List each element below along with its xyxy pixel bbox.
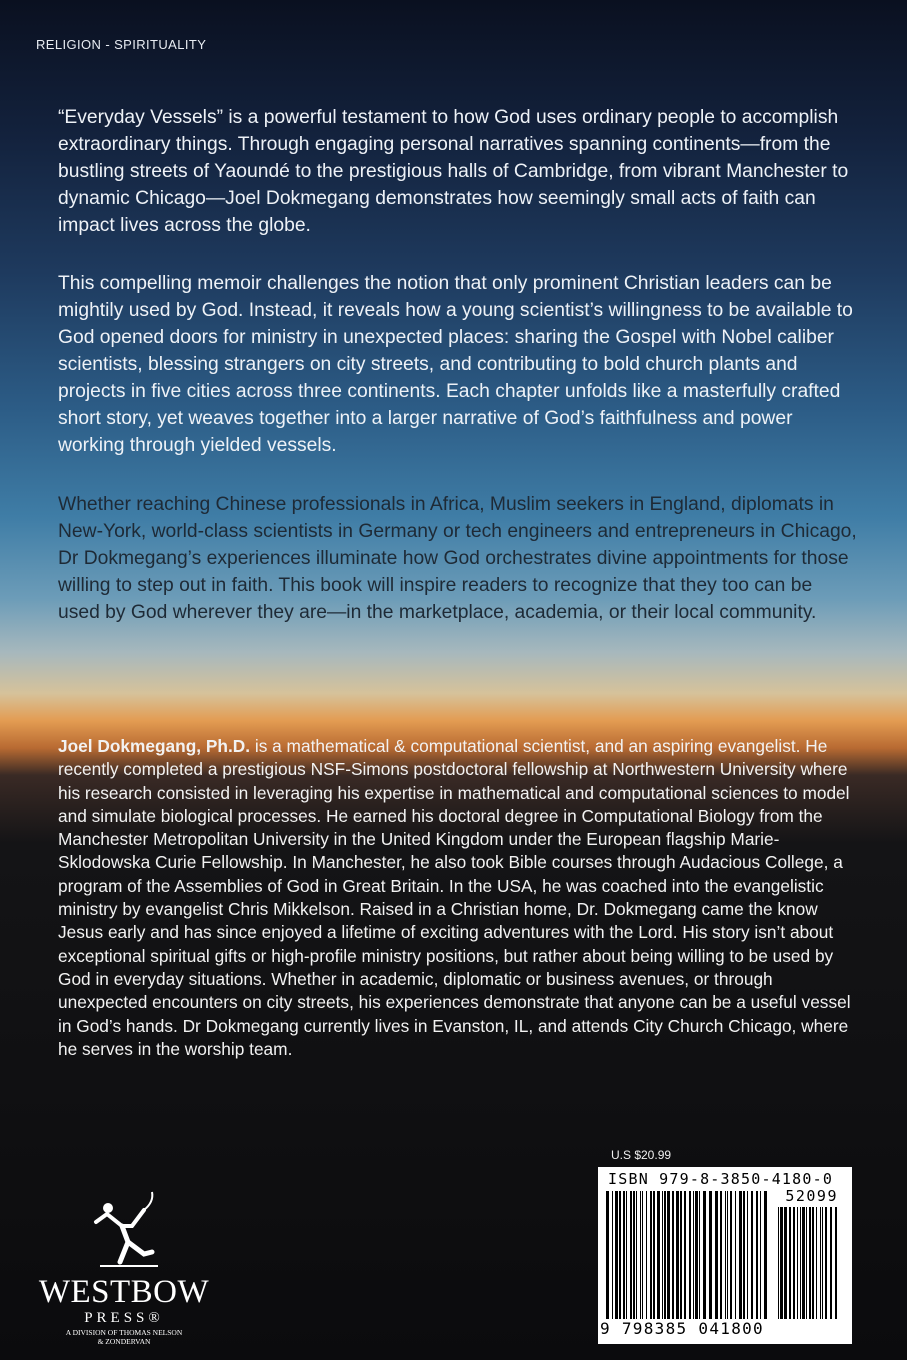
ean-digits: 9 798385 041800 (600, 1319, 764, 1338)
barcode-bar (739, 1191, 742, 1319)
barcode-bar (789, 1207, 791, 1319)
publisher-name: WESTBOW (38, 1274, 210, 1310)
barcode-bar (830, 1207, 832, 1319)
barcode-bar (820, 1207, 821, 1319)
barcode-bar (743, 1191, 745, 1319)
barcode-bar (809, 1207, 811, 1319)
category-label: RELIGION - SPIRITUALITY (36, 37, 207, 52)
barcode-bar (703, 1191, 706, 1319)
barcode-bar (684, 1191, 686, 1319)
barcode-bar (784, 1207, 787, 1319)
barcode-bar (797, 1207, 798, 1319)
barcode-bar (612, 1191, 613, 1319)
isbn-barcode (598, 1167, 852, 1344)
barcode-bar (630, 1191, 632, 1319)
barcode-bar (693, 1191, 694, 1319)
author-name: Joel Dokmegang, Ph.D. (58, 736, 251, 756)
description-paragraph-2: This compelling memoir challenges the notion that only prominent Christian leaders can be mightily used by God. Instead, it reveals how a young scientist’s willingness to be available to God opened doors for ministry in unexpected places: sharing the Gospel with Nobel caliber scientists, blessing strangers on city streets, and contributing to bold church plants and projects in five cities across three continents. Each chapter unfolds like a masterfully crafted short story, yet weaves together into a larger narrative of God’s faithfulness and power working through yielded vessels. (58, 273, 853, 456)
barcode-bar (764, 1191, 767, 1319)
barcode-bar (640, 1191, 641, 1319)
isbn-text: ISBN 979-8-3850-4180-0 (608, 1170, 834, 1188)
barcode-bar (725, 1191, 726, 1319)
publisher-logo (34, 1188, 214, 1348)
barcode-bar (653, 1191, 655, 1319)
barcode-bar (606, 1191, 609, 1319)
barcode-bar (835, 1207, 837, 1319)
barcode-bar (825, 1207, 827, 1319)
barcode-bar (778, 1207, 779, 1319)
description-paragraph-1: “Everyday Vessels” is a powerful testament to how God uses ordinary people to accomplish extraordinary things. Through engaging personal narratives spanning continents—from the bustling streets of Yaoundé to the prestigious halls of Cambridge, from vibrant Manchester to dynamic Chicago—Joel Dokmegang demonstrates how seemingly small acts of faith can impact lives across the globe. (58, 107, 849, 236)
barcode-bar (751, 1191, 753, 1319)
barcode-bar (812, 1207, 814, 1319)
barcode-bar (800, 1207, 801, 1319)
barcode-bars-main (606, 1191, 771, 1319)
barcode-bars-addon (778, 1207, 842, 1319)
barcode-bar (747, 1191, 748, 1319)
barcode-bar (709, 1191, 712, 1319)
barcode-bar (816, 1207, 817, 1319)
price-addon-code: 52099 (785, 1187, 838, 1205)
barcode-bar (730, 1191, 732, 1319)
barcode-bar (646, 1191, 647, 1319)
publisher-division: A DIVISION OF THOMAS NELSON & ZONDERVAN (65, 1328, 183, 1346)
barcode-bar (619, 1191, 621, 1319)
barcode-bar (657, 1191, 660, 1319)
barcode-bar (699, 1191, 700, 1319)
publisher-press: PRESS® (84, 1310, 164, 1326)
barcode-bar (662, 1191, 663, 1319)
barcode-bar (615, 1191, 618, 1319)
barcode-bar (623, 1191, 625, 1319)
price-label: U.S $20.99 (611, 1148, 672, 1162)
description-paragraph-3: Whether reaching Chinese professionals in Africa, Muslim seekers in England, diplomats in New-York, world-class scientists in Germany or tech engineers and entrepreneurs in Chicago, Dr Dokmegang’s experiences illuminate how God orchestrates divine appointments for those willing to step out in faith. This book will inspire readers to recognize that they too can be used by God wherever they are—in the marketplace, academia, or their local community. (58, 494, 857, 623)
barcode-bar (680, 1191, 682, 1319)
barcode-bar (689, 1191, 691, 1319)
barcode-bar (720, 1191, 722, 1319)
author-bio (58, 735, 858, 1061)
barcode-bar (672, 1191, 674, 1319)
barcode-bar (780, 1207, 783, 1319)
barcode-bar (735, 1191, 736, 1319)
barcode-bar (695, 1191, 698, 1319)
author-bio-text: is a mathematical & computational scientist, and an aspiring evangelist. He recently completed a prestigious NSF-Simons postdoctoral fellowship at Northwestern University where his research consisted in leveraging his expertise in mathematical and computational sciences to model and simulate biological processes. He earned his doctoral degree in Computational Biology from the Manchester Metropolitan University in the United Kingdom under the European flagship Marie-Sklodowska Curie Fellowship. In Manchester, he also took Bible courses through Audacious College, a program of the Assemblies of God in Great Britain. In the USA, he was coached into the evangelistic ministry by evangelist Chris Mikkelson. Raised in a Christian home, Dr. Dokmegang came the know Jesus early and has since enjoyed a lifetime of exciting adventures with the Lord. His story isn’t about exceptional spiritual gifts or high-profile ministry positions, but rather about being willing to be used by God in everyday situations. Whether in academic, diplomatic or business avenues, or through unexpected encounters on city streets, his experiences demonstrate that anyone can be a useful vessel in God’s hands. Dr Dokmegang currently lives in Evanston, IL, and attends City Church Chicago, where he serves in the worship team. (58, 736, 851, 1059)
barcode-bar (806, 1207, 807, 1319)
archer-figure-icon (82, 1188, 166, 1272)
barcode-bar (626, 1191, 627, 1319)
barcode-bar (715, 1191, 718, 1319)
barcode-bar (642, 1191, 643, 1319)
barcode-bar (793, 1207, 795, 1319)
barcode-bar (664, 1191, 666, 1319)
barcode-bar (822, 1207, 823, 1319)
barcode-bar (802, 1207, 805, 1319)
barcode-bar (633, 1191, 635, 1319)
barcode-bar (650, 1191, 652, 1319)
barcode-bar (756, 1191, 758, 1319)
barcode-bar (636, 1191, 637, 1319)
barcode-bar (667, 1191, 670, 1319)
barcode-bar (760, 1191, 761, 1319)
barcode-bar (727, 1191, 728, 1319)
barcode-bar (676, 1191, 679, 1319)
